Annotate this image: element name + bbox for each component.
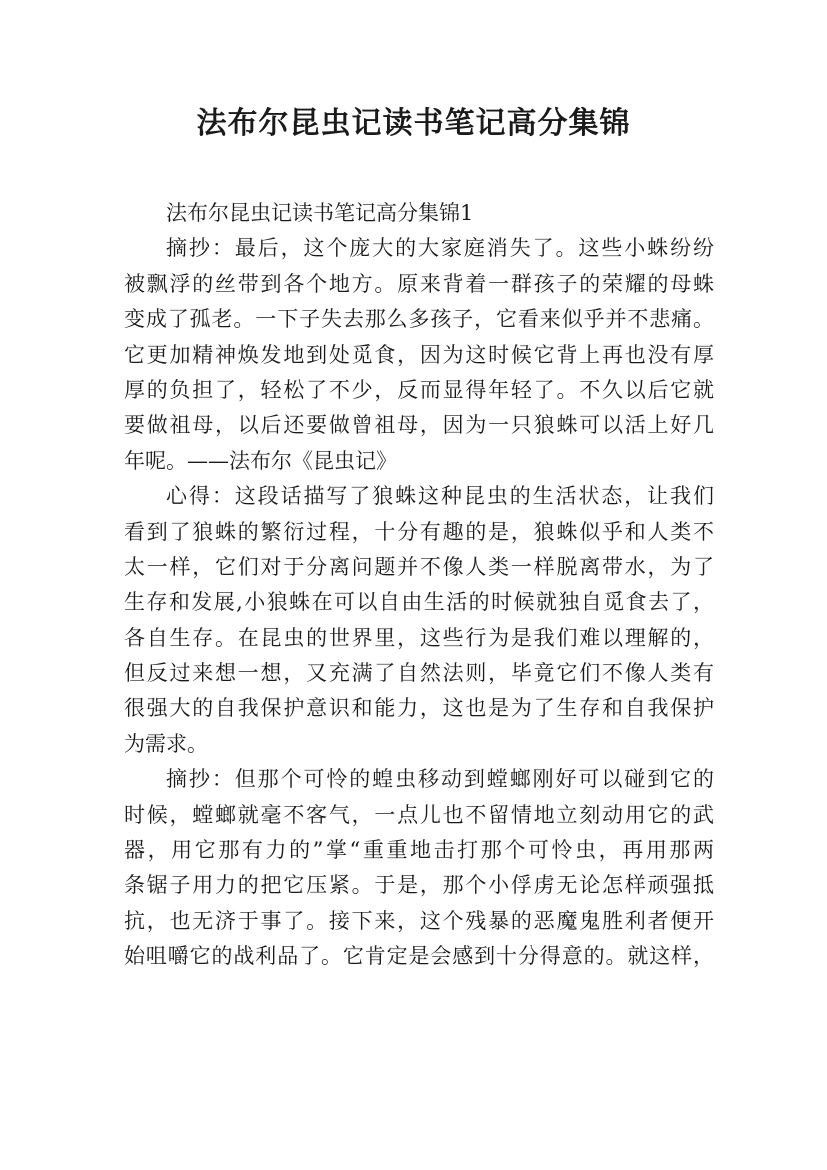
document-body [124, 196, 714, 975]
text-line: 为需求。 [124, 731, 208, 756]
text-line: 看到了狼蛛的繁衍过程，十分有趣的是，狼蛛似乎和人类不 [124, 519, 714, 544]
text-line: 心得：这段话描写了狼蛛这种昆虫的生活状态，让我们 [166, 484, 714, 509]
text-line: 厚的负担了，轻松了不少，反而显得年轻了。不久以后它就 [124, 377, 714, 402]
text-line: 摘抄：但那个可怜的蝗虫移动到螳螂刚好可以碰到它的 [166, 767, 714, 792]
text-line: 年呢。——法布尔《昆虫记》 [124, 448, 397, 473]
text-line: 抗，也无济于事了。接下来，这个残暴的恶魔鬼胜利者便开 [124, 908, 714, 933]
text-line: 被飘浮的丝带到各个地方。原来背着一群孩子的荣耀的母蛛 [124, 271, 714, 296]
text-line: 各自生存。在昆虫的世界里，这些行为是我们难以理解的， [124, 625, 714, 650]
document-title: 法布尔昆虫记读书笔记高分集锦 [196, 106, 631, 141]
text-line: 变成了孤老。一下子失去那么多孩子，它看来似乎并不悲痛。 [124, 307, 714, 332]
text-line: 器，用它那有力的”掌“重重地击打那个可怜虫，再用那两 [124, 838, 714, 863]
text-line: 始咀嚼它的战利品了。它肯定是会感到十分得意的。就这样， [124, 944, 714, 969]
text-line: 它更加精神焕发地到处觅食，因为这时候它背上再也没有厚 [124, 342, 714, 367]
text-line: 要做祖母，以后还要做曾祖母，因为一只狼蛛可以活上好几 [124, 413, 714, 438]
text-line: 很强大的自我保护意识和能力，这也是为了生存和自我保护 [124, 696, 714, 721]
text-line: 法布尔昆虫记读书笔记高分集锦1 [166, 201, 474, 225]
text-line: 摘抄：最后，这个庞大的大家庭消失了。这些小蛛纷纷 [166, 236, 714, 261]
text-line: 时候，螳螂就毫不客气，一点儿也不留情地立刻动用它的武 [124, 802, 714, 827]
text-line: 生存和发展,小狼蛛在可以自由生活的时候就独自觅食去了， [124, 590, 714, 615]
text-line: 但反过来想一想，又充满了自然法则，毕竟它们不像人类有 [124, 661, 714, 686]
text-line: 太一样，它们对于分离问题并不像人类一样脱离带水，为了 [124, 554, 714, 579]
text-line: 条锯子用力的把它压紧。于是，那个小俘虏无论怎样顽强抵 [124, 873, 714, 898]
